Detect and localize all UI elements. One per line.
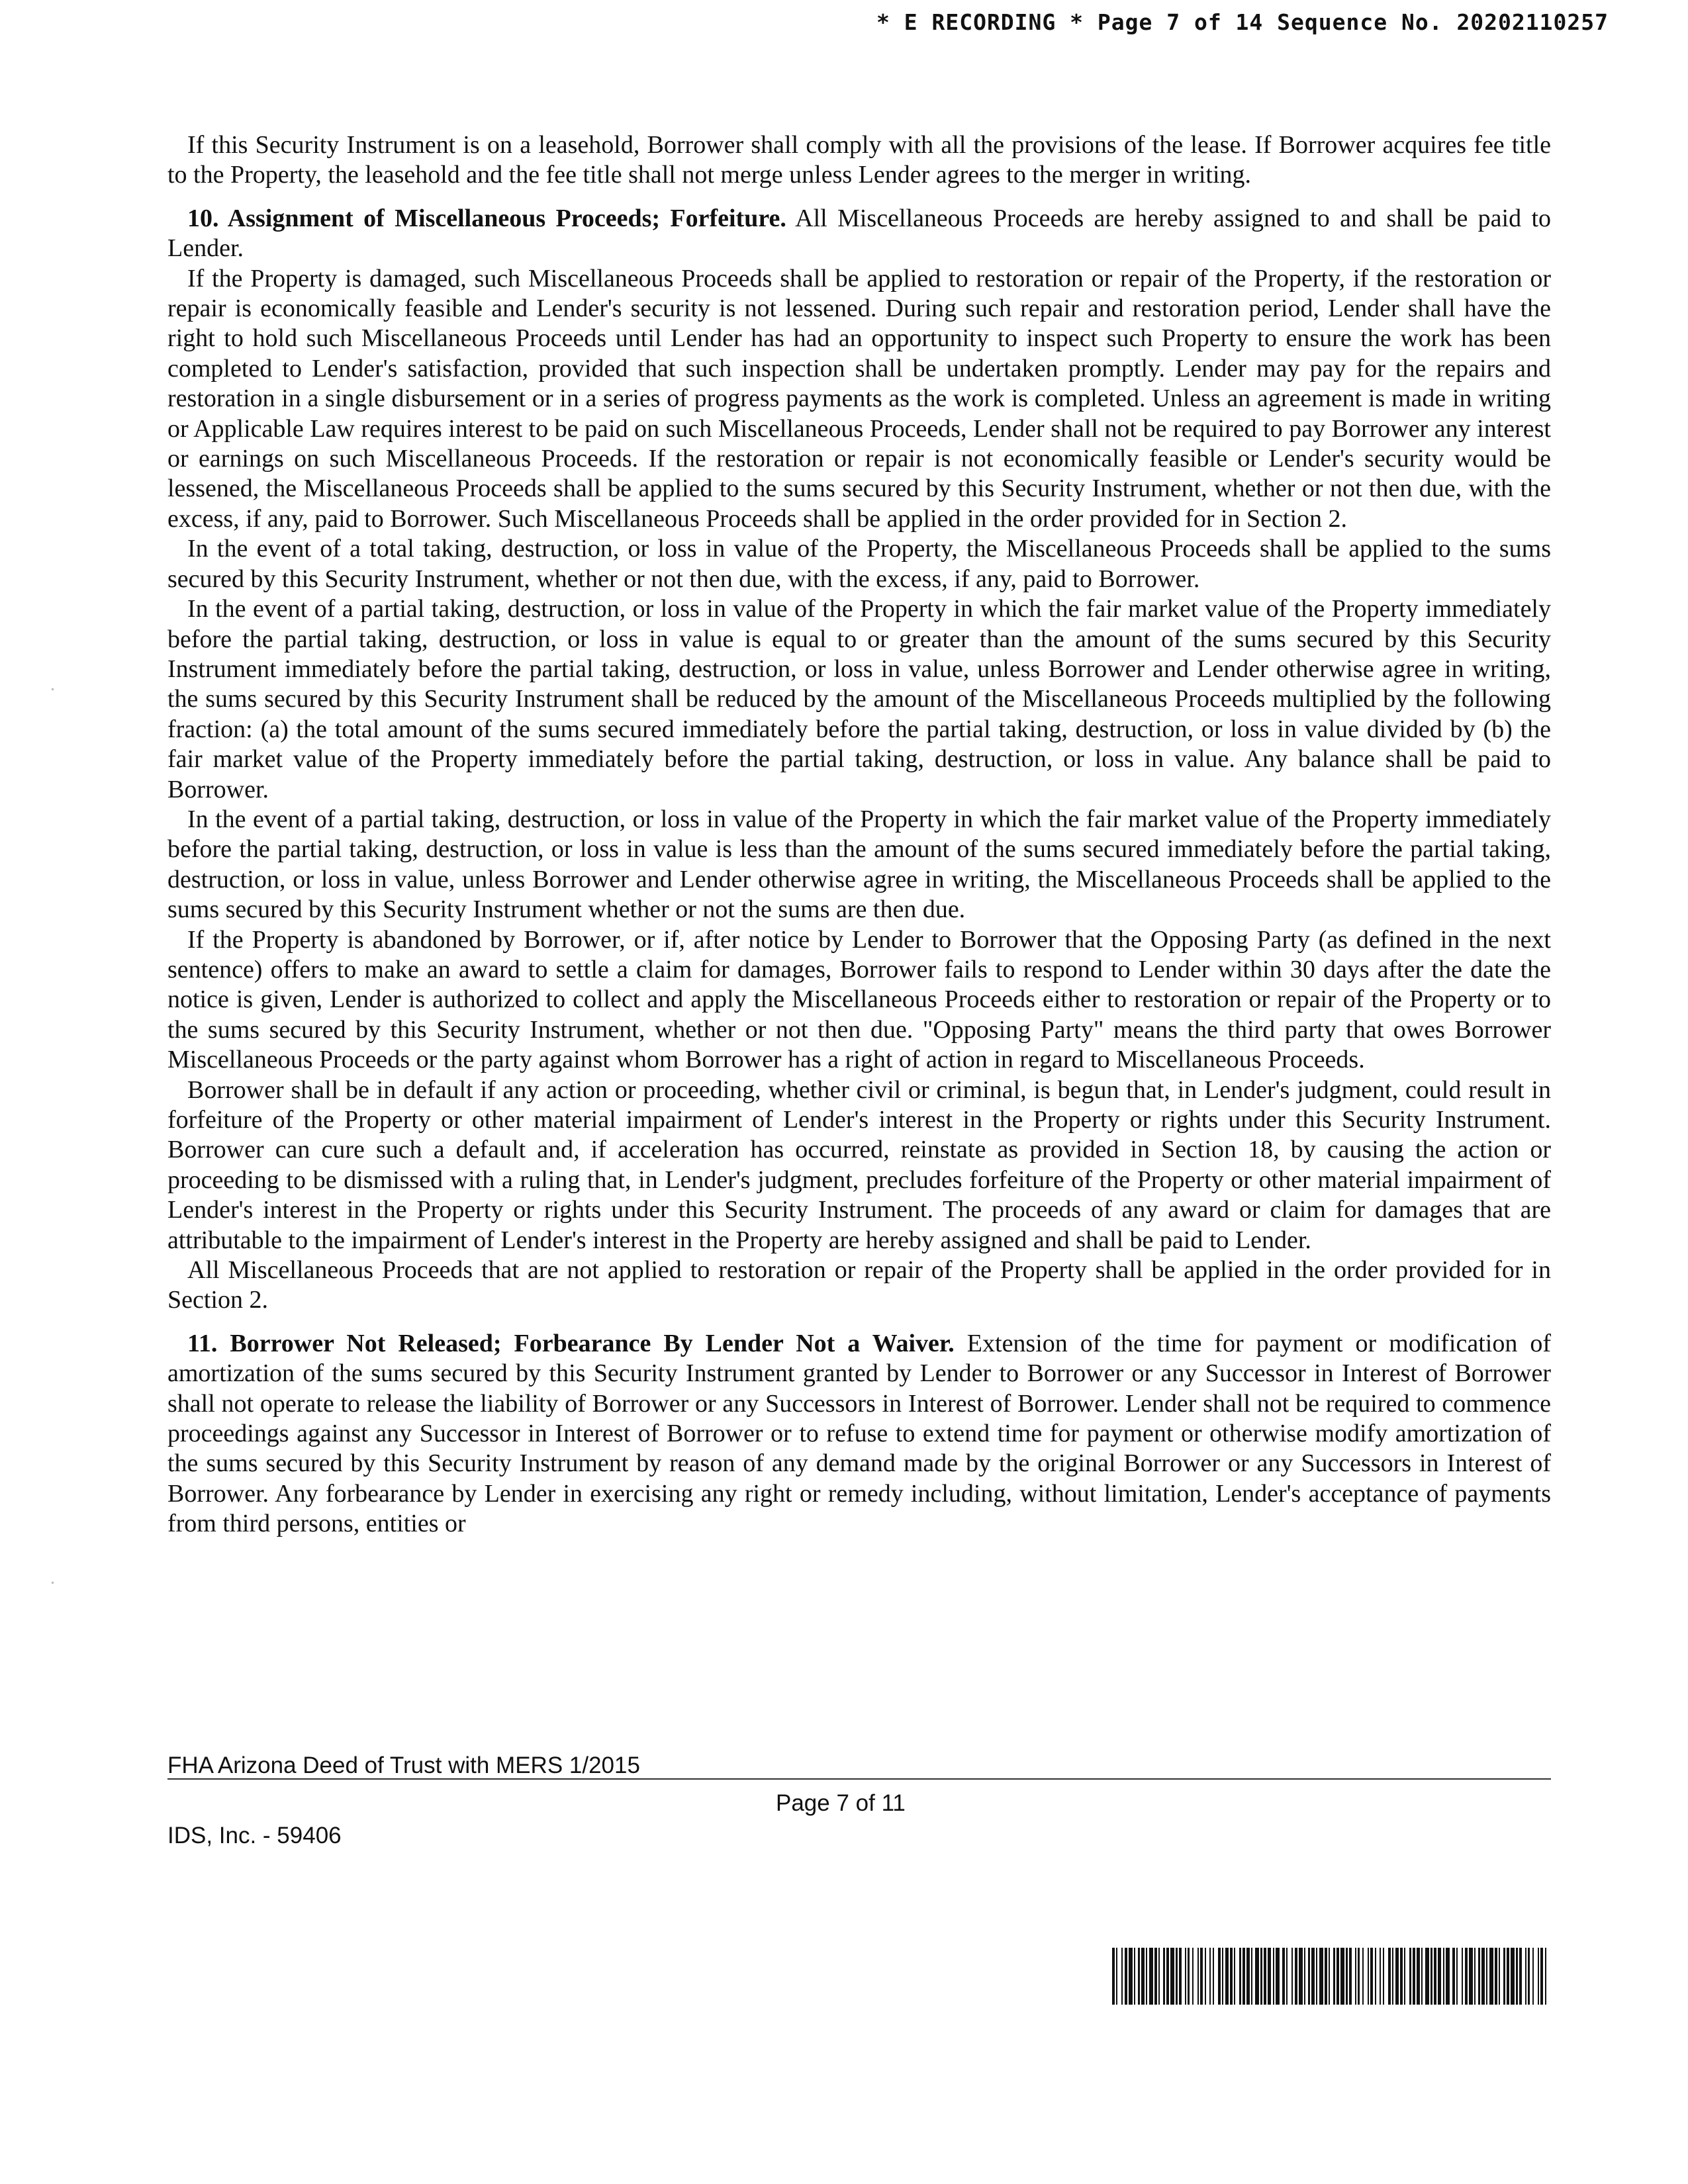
- barcode-bar: [1141, 1948, 1145, 2005]
- barcode-bar: [1209, 1948, 1211, 2005]
- barcode-bar: [1400, 1948, 1403, 2005]
- barcode-bar: [1538, 1948, 1539, 2005]
- barcode-bar: [1268, 1948, 1271, 2005]
- barcode-bar: [1336, 1948, 1339, 2005]
- recording-header: * E RECORDING * Page 7 of 14 Sequence No. 20202110257: [876, 9, 1609, 35]
- barcode-bar: [1469, 1948, 1473, 2005]
- barcode-bar: [1395, 1948, 1399, 2005]
- leasehold-paragraph: If this Security Instrument is on a leasehold, Borrower shall comply with all the provisions of the lease. If Borrower acquires fee title to the Property, the leasehold and the fee title shall not merge unless Lender agrees to the merger in writing.: [167, 131, 1551, 189]
- barcode-bar: [1425, 1948, 1429, 2005]
- barcode-bar: [1452, 1948, 1455, 2005]
- barcode-bar: [1218, 1948, 1221, 2005]
- barcode-bar: [1138, 1948, 1140, 2005]
- barcode-bar: [1413, 1948, 1415, 2005]
- barcode-bar: [1478, 1948, 1480, 2005]
- barcode-bar: [1197, 1948, 1199, 2005]
- section-11-heading: 11. Borrower Not Released; Forbearance By Lender Not a Waiver.: [187, 1329, 955, 1357]
- barcode-bar: [1430, 1948, 1432, 2005]
- barcode-bar: [1299, 1948, 1303, 2005]
- barcode-bar: [1499, 1948, 1500, 2005]
- barcode-bar: [1176, 1948, 1178, 2005]
- barcode-bar: [1462, 1948, 1463, 2005]
- footer-page-number: Page 7 of 11: [776, 1790, 906, 1816]
- scan-speck: [52, 1582, 54, 1584]
- barcode-bar: [1116, 1948, 1117, 2005]
- barcode-bar: [1213, 1948, 1214, 2005]
- barcode-bar: [1264, 1948, 1266, 2005]
- section-10-default-paragraph: Borrower shall be in default if any action or proceeding, whether civil or criminal, is begun that, in Lender's judgment, could result in forfeiture of the Property or other material impairment of Lender's interest in the Property or rights under this Security Instrument. Borrower can cure such a default and, if acceleration has occurred, reinstate as provided in Section 18, by causing the action or proceeding to be dismissed with a ruling that, in Lender's judgment, precludes forfeiture of the Property or other material impairment of Lender's interest in the Property or rights under this Security Instrument. The proceeds of any award or claim for damages that are attributable to the impairment of Lender's interest in the Property are hereby assigned and shall be paid to Lender.: [167, 1075, 1551, 1254]
- barcode-bar: [1511, 1948, 1515, 2005]
- section-11-text: Extension of the time for payment or modification of amortization of the sums secured by this Security Instrument granted by Lender to Borrower or any Successor in Interest of Borrower shall not operate to release the liability of Borrower or any Successors in Interest of Borrower. Lender shall not be required to commence proceedings against any Successor in Interest of Borrower or to refuse to extend time for payment or otherwise modify amortization of the sums secured by this Security Instrument by reason of any demand made by the original Borrower or any Successors in Interest of Borrower. Any forbearance by Lender in exercising any right or remedy including, without limitation, Lender's acceptance of payments from third persons, entities or: [167, 1329, 1551, 1538]
- barcode-bar: [1375, 1948, 1376, 2005]
- barcode-bar: [1188, 1948, 1190, 2005]
- barcode-bar: [1443, 1948, 1444, 2005]
- barcode-bar: [1489, 1948, 1493, 2005]
- barcode-bar: [1166, 1948, 1169, 2005]
- barcode-bar: [1192, 1948, 1194, 2005]
- barcode-bar: [1316, 1948, 1317, 2005]
- section-10-abandoned-paragraph: If the Property is abandoned by Borrower, or if, after notice by Lender to Borrower that the Opposing Party (as defined in the next sentence) offers to make an award to settle a claim for damages, Borrower fails to respond to Lender within 30 days after the date the notice is given, Lender is authorized to collect and apply the Miscellaneous Proceeds either to restoration or repair of the Property or to the sums secured by this Security Instrument, whether or not then due. "Opposing Party" means the third party that owes Borrower Miscellaneous Proceeds or the party against whom Borrower has a right of action in regard to Miscellaneous Proceeds.: [167, 925, 1551, 1074]
- barcode-bar: [1311, 1948, 1315, 2005]
- barcode-bar: [1540, 1948, 1543, 2005]
- section-10-remaining-proceeds-paragraph: All Miscellaneous Proceeds that are not applied to restoration or repair of the Property shall be applied in the order provided for in Section 2.: [167, 1256, 1551, 1314]
- footer-form-name: FHA Arizona Deed of Trust with MERS 1/2015: [167, 1752, 640, 1778]
- barcode-bar: [1383, 1948, 1384, 2005]
- barcode-bar: [1129, 1948, 1133, 2005]
- barcode-bar: [1438, 1948, 1441, 2005]
- barcode-bar: [1340, 1948, 1344, 2005]
- barcode-bar: [1121, 1948, 1123, 2005]
- section-10-partial-taking-less-paragraph: In the event of a partial taking, destruction, or loss in value of the Property in which the fair market value of the Property immediately before the partial taking, destruction, or loss in value is less than the amount of the sums secured immediately before the partial taking, destruction, or loss in value, unless Borrower and Lender otherwise agree in writing, the Miscellaneous Proceeds shall be applied to the sums secured by this Security Instrument whether or not the sums are then due.: [167, 805, 1551, 924]
- barcode-bar: [1346, 1948, 1348, 2005]
- barcode-bar: [1243, 1948, 1245, 2005]
- barcode-bar: [1474, 1948, 1476, 2005]
- barcode-bar: [1362, 1948, 1364, 2005]
- barcode-bar: [1333, 1948, 1335, 2005]
- section-10-intro: [167, 204, 1551, 264]
- barcode-bar: [1149, 1948, 1153, 2005]
- barcode-bar: [1368, 1948, 1369, 2005]
- barcode-bar: [1134, 1948, 1135, 2005]
- barcode-bar: [1146, 1948, 1147, 2005]
- barcode-bar: [1230, 1948, 1233, 2005]
- barcode-bar: [1358, 1948, 1360, 2005]
- barcode-bar: [1404, 1948, 1405, 2005]
- barcode-bar: [1388, 1948, 1391, 2005]
- barcode-bar: [1503, 1948, 1505, 2005]
- barcode-bar: [1163, 1948, 1165, 2005]
- barcode-bar: [1481, 1948, 1485, 2005]
- section-11-intro: [167, 1329, 1551, 1539]
- barcode: [1112, 1948, 1549, 2005]
- barcode-bar: [1273, 1948, 1274, 2005]
- barcode-bar: [1532, 1948, 1534, 2005]
- barcode-bar: [1421, 1948, 1423, 2005]
- barcode-bar: [1319, 1948, 1323, 2005]
- section-10-heading: 10. Assignment of Miscellaneous Proceeds; Forfeiture.: [187, 204, 786, 232]
- barcode-bar: [1516, 1948, 1518, 2005]
- barcode-bar: [1286, 1948, 1288, 2005]
- barcode-bar: [1349, 1948, 1352, 2005]
- section-10-damage-paragraph: If the Property is damaged, such Miscellaneous Proceeds shall be applied to restoration or repair of the Property, if the restoration or repair is economically feasible and Lender's security is not lessened. During such repair and restoration period, Lender shall have the right to hold such Miscellaneous Proceeds until Lender has had an opportunity to inspect such Property to ensure the work has been completed to Lender's satisfaction, provided that such inspection shall be undertaken promptly. Lender may pay for the repairs and restoration in a single disbursement or in a series of progress payments as the work is completed. Unless an agreement is made in writing or Applicable Law requires interest to be paid on such Miscellaneous Proceeds, Lender shall not be required to pay Borrower any interest or earnings on such Miscellaneous Proceeds. If the restoration or repair is not economically feasible or Lender's security would be lessened, the Miscellaneous Proceeds shall be applied to the sums secured by this Security Instrument, whether or not then due, with the excess, if any, paid to Borrower. Such Miscellaneous Proceeds shall be applied in the order provided for in Section 2.: [167, 264, 1551, 533]
- barcode-bar: [1154, 1948, 1157, 2005]
- barcode-bar: [1225, 1948, 1229, 2005]
- barcode-bar: [1446, 1948, 1450, 2005]
- barcode-bar: [1392, 1948, 1393, 2005]
- barcode-bar: [1222, 1948, 1223, 2005]
- section-10-total-taking-paragraph: In the event of a total taking, destruction, or loss in value of the Property, the Miscellaneous Proceeds shall be applied to the sums secured by this Security Instrument, whether or not then due, with the excess, if any, paid to Borrower.: [167, 535, 1551, 593]
- barcode-bar: [1239, 1948, 1241, 2005]
- barcode-bar: [1456, 1948, 1458, 2005]
- section-10-partial-taking-greater-paragraph: In the event of a partial taking, destruction, or loss in value of the Property in which the fair market value of the Property immediately before the partial taking, destruction, or loss in value is equal to or greater than the amount of the sums secured by this Security Instrument immediately before the partial taking, destruction, or loss in value, unless Borrower and Lender otherwise agree in writing, the sums secured by this Security Instrument shall be reduced by the amount of the Miscellaneous Proceeds multiplied by the following fraction: (a) the total amount of the sums secured immediately before the partial taking, destruction, or loss in value divided by (b) the fair market value of the Property immediately before the partial taking, destruction, or loss in value. Any balance shall be paid to Borrower.: [167, 595, 1551, 803]
- barcode-bar: [1355, 1948, 1356, 2005]
- barcode-bar: [1200, 1948, 1203, 2005]
- barcode-bar: [1370, 1948, 1373, 2005]
- barcode-bar: [1260, 1948, 1262, 2005]
- barcode-bar: [1519, 1948, 1522, 2005]
- barcode-bar: [1409, 1948, 1411, 2005]
- barcode-bar: [1380, 1948, 1381, 2005]
- barcode-bar: [1507, 1948, 1509, 2005]
- barcode-bar: [1158, 1948, 1160, 2005]
- barcode-bar: [1495, 1948, 1497, 2005]
- barcode-bar: [1417, 1948, 1420, 2005]
- barcode-bar: [1528, 1948, 1530, 2005]
- barcode-bar: [1329, 1948, 1330, 2005]
- barcode-bar: [1325, 1948, 1327, 2005]
- barcode-bar: [1434, 1948, 1436, 2005]
- barcode-bar: [1545, 1948, 1546, 2005]
- barcode-bar: [1205, 1948, 1206, 2005]
- barcode-bar: [1234, 1948, 1235, 2005]
- barcode-bar: [1282, 1948, 1285, 2005]
- barcode-bar: [1251, 1948, 1252, 2005]
- footer-vendor: IDS, Inc. - 59406: [167, 1823, 342, 1848]
- barcode-bar: [1486, 1948, 1487, 2005]
- barcode-bar: [1465, 1948, 1468, 2005]
- barcode-bar: [1525, 1948, 1526, 2005]
- section-10-text: All Miscellaneous Proceeds are hereby assigned to and shall be paid to Lender.: [167, 204, 1551, 263]
- document-body: [167, 130, 1551, 1539]
- barcode-bar: [1308, 1948, 1310, 2005]
- barcode-bar: [1276, 1948, 1280, 2005]
- scan-speck: [52, 688, 54, 690]
- footer-divider: [167, 1778, 1551, 1780]
- barcode-bar: [1112, 1948, 1115, 2005]
- barcode-bar: [1125, 1948, 1127, 2005]
- barcode-bar: [1291, 1948, 1293, 2005]
- barcode-bar: [1295, 1948, 1297, 2005]
- barcode-bar: [1304, 1948, 1305, 2005]
- barcode-bar: [1179, 1948, 1182, 2005]
- barcode-bar: [1246, 1948, 1250, 2005]
- barcode-bar: [1255, 1948, 1259, 2005]
- barcode-bar: [1185, 1948, 1186, 2005]
- barcode-bar: [1170, 1948, 1174, 2005]
